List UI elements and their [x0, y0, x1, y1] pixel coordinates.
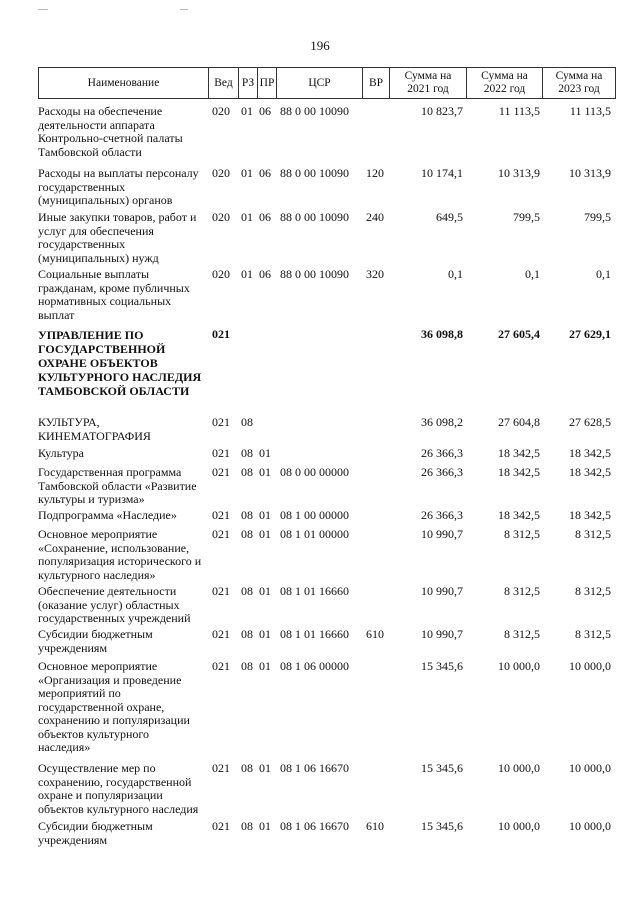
row-csr: 08 1 06 00000: [280, 659, 349, 673]
header-pr: ПР: [258, 67, 277, 99]
row-rz: 01: [241, 267, 253, 281]
row-csr: 08 1 06 16670: [280, 761, 349, 775]
row-sum-2022: 18 342,5: [498, 446, 540, 460]
row-rz: 08: [241, 659, 253, 673]
row-rz: 01: [241, 104, 253, 118]
row-csr: 08 1 06 16670: [280, 819, 349, 833]
row-sum-2023: 8 312,5: [575, 584, 611, 598]
row-sum-2023: 18 342,5: [569, 465, 611, 479]
row-rz: 08: [241, 527, 253, 541]
row-rz: 08: [241, 465, 253, 479]
row-name: Государственная программа Тамбовской области «Развитие культуры и туризма»: [38, 465, 197, 506]
row-name: УПРАВЛЕНИЕ ПО ГОСУДАРСТВЕННОЙ ОХРАНЕ ОБЪЕКТОВ КУЛЬТУРНОГО НАСЛЕДИЯ ТАМБОВСКОЙ ОБЛАСТИ: [38, 328, 202, 398]
row-sum-2021: 10 990,7: [421, 584, 463, 598]
row-name: Основное мероприятие «Сохранение, использование, популяризация исторического и культурного наследия»: [38, 527, 202, 582]
page-number: 196: [310, 38, 330, 53]
row-pr: 01: [259, 465, 271, 479]
row-rz: 08: [241, 627, 253, 641]
row-name: Расходы на обеспечение деятельности аппарата Контрольно-счетной палаты Тамбовской области: [38, 104, 183, 159]
row-sum-2022: 10 000,0: [498, 819, 540, 833]
row-vr: 610: [366, 627, 384, 641]
row-sum-2023: 10 000,0: [569, 761, 611, 775]
row-sum-2021: 26 366,3: [421, 446, 463, 460]
row-sum-2022: 10 000,0: [498, 761, 540, 775]
row-csr: 08 1 01 16660: [280, 627, 349, 641]
row-sum-2023: 11 113,5: [569, 104, 611, 118]
row-pr: 01: [259, 819, 271, 833]
row-pr: 01: [259, 527, 271, 541]
row-rz: 08: [241, 446, 253, 460]
row-sum-2021: 10 823,7: [421, 104, 463, 118]
row-sum-2022: 18 342,5: [498, 508, 540, 522]
row-sum-2023: 18 342,5: [569, 446, 611, 460]
row-rz: 08: [241, 819, 253, 833]
row-sum-2021: 15 345,6: [421, 761, 463, 775]
row-sum-2023: 799,5: [584, 210, 611, 224]
header-csr: ЦСР: [277, 67, 363, 99]
row-ved: 021: [212, 446, 230, 460]
row-ved: 021: [212, 415, 230, 429]
row-sum-2021: 649,5: [436, 210, 463, 224]
row-sum-2023: 0,1: [596, 267, 611, 281]
row-vr: 320: [366, 267, 384, 281]
row-csr: 08 1 01 00000: [280, 527, 349, 541]
row-rz: 08: [241, 415, 253, 429]
row-ved: 021: [212, 327, 230, 341]
row-sum-2022: 10 313,9: [498, 166, 540, 180]
row-rz: 01: [241, 166, 253, 180]
row-ved: 020: [212, 267, 230, 281]
header-sum-2021: Сумма на 2021 год: [390, 67, 467, 99]
row-rz: 01: [241, 210, 253, 224]
row-rz: 08: [241, 508, 253, 522]
row-sum-2022: 11 113,5: [498, 104, 540, 118]
row-csr: 08 1 01 16660: [280, 584, 349, 598]
row-sum-2023: 27 628,5: [569, 415, 611, 429]
row-sum-2022: 0,1: [525, 267, 540, 281]
row-rz: 08: [241, 584, 253, 598]
row-sum-2022: 27 604,8: [498, 415, 540, 429]
row-name: Субсидии бюджетным учреждениям: [38, 627, 153, 655]
row-ved: 021: [212, 584, 230, 598]
row-ved: 021: [212, 761, 230, 775]
row-sum-2022: 8 312,5: [504, 627, 540, 641]
row-csr: 88 0 00 10090: [280, 267, 349, 281]
row-sum-2023: 18 342,5: [569, 508, 611, 522]
row-rz: 08: [241, 761, 253, 775]
row-ved: 021: [212, 819, 230, 833]
row-pr: 06: [259, 210, 271, 224]
scan-mark-left: [38, 9, 48, 10]
row-sum-2021: 15 345,6: [421, 819, 463, 833]
row-ved: 021: [212, 508, 230, 522]
row-sum-2023: 27 629,1: [569, 327, 611, 341]
row-csr: 88 0 00 10090: [280, 166, 349, 180]
row-name: Социальные выплаты гражданам, кроме публичных нормативных социальных выплат: [38, 267, 190, 322]
row-sum-2022: 10 000,0: [498, 659, 540, 673]
row-vr: 610: [366, 819, 384, 833]
header-sum-2023: Сумма на 2023 год: [543, 67, 616, 99]
header-rz: РЗ: [239, 67, 258, 99]
scan-mark-right: [180, 9, 188, 10]
header-ved: Вед: [209, 67, 239, 99]
row-name: Подпрограмма «Наследие»: [38, 508, 177, 522]
row-name: Основное мероприятие «Организация и проведение мероприятий по государственной охране, сохранению и популяризации объектов культурного наследия»: [38, 659, 190, 754]
row-sum-2022: 8 312,5: [504, 584, 540, 598]
row-ved: 021: [212, 527, 230, 541]
row-sum-2023: 10 313,9: [569, 166, 611, 180]
row-pr: 01: [259, 508, 271, 522]
row-name: Расходы на выплаты персоналу государственных (муниципальных) органов: [38, 166, 199, 207]
row-name: Культура: [38, 446, 84, 460]
row-csr: 88 0 00 10090: [280, 210, 349, 224]
row-sum-2021: 26 366,3: [421, 465, 463, 479]
row-csr: 08 1 00 00000: [280, 508, 349, 522]
header-sum-2022: Сумма на 2022 год: [467, 67, 543, 99]
row-name: Иные закупки товаров, работ и услуг для обеспечения государственных (муниципальных) нужд: [38, 210, 197, 265]
row-vr: 240: [366, 210, 384, 224]
row-csr: 88 0 00 10090: [280, 104, 349, 118]
row-sum-2023: 10 000,0: [569, 659, 611, 673]
row-sum-2021: 10 174,1: [421, 166, 463, 180]
row-pr: 06: [259, 166, 271, 180]
row-ved: 020: [212, 210, 230, 224]
row-pr: 01: [259, 584, 271, 598]
row-sum-2023: 8 312,5: [575, 627, 611, 641]
row-name: Осуществление мер по сохранению, государственной охране и популяризации объектов культурного наследия: [38, 761, 199, 816]
row-pr: 01: [259, 627, 271, 641]
row-sum-2021: 10 990,7: [421, 627, 463, 641]
row-name: Субсидии бюджетным учреждениям: [38, 819, 153, 847]
row-sum-2023: 8 312,5: [575, 527, 611, 541]
row-sum-2023: 10 000,0: [569, 819, 611, 833]
row-ved: 021: [212, 627, 230, 641]
row-pr: 06: [259, 104, 271, 118]
row-sum-2021: 10 990,7: [421, 527, 463, 541]
row-pr: 06: [259, 267, 271, 281]
header-name: Наименование: [38, 67, 209, 99]
header-vr: ВР: [363, 67, 390, 99]
row-sum-2021: 0,1: [448, 267, 463, 281]
row-sum-2022: 27 605,4: [498, 327, 540, 341]
row-name: Обеспечение деятельности (оказание услуг) областных государственных учреждений: [38, 584, 191, 625]
row-sum-2021: 26 366,3: [421, 508, 463, 522]
row-name: КУЛЬТУРА, КИНЕМАТОГРАФИЯ: [38, 415, 151, 443]
row-ved: 020: [212, 166, 230, 180]
row-ved: 020: [212, 104, 230, 118]
row-sum-2022: 799,5: [513, 210, 540, 224]
row-ved: 021: [212, 659, 230, 673]
row-vr: 120: [366, 166, 384, 180]
row-pr: 01: [259, 659, 271, 673]
row-ved: 021: [212, 465, 230, 479]
row-sum-2021: 15 345,6: [421, 659, 463, 673]
row-csr: 08 0 00 00000: [280, 465, 349, 479]
row-pr: 01: [259, 446, 271, 460]
row-sum-2021: 36 098,8: [421, 327, 463, 341]
row-sum-2022: 18 342,5: [498, 465, 540, 479]
row-sum-2021: 36 098,2: [421, 415, 463, 429]
row-pr: 01: [259, 761, 271, 775]
row-sum-2022: 8 312,5: [504, 527, 540, 541]
